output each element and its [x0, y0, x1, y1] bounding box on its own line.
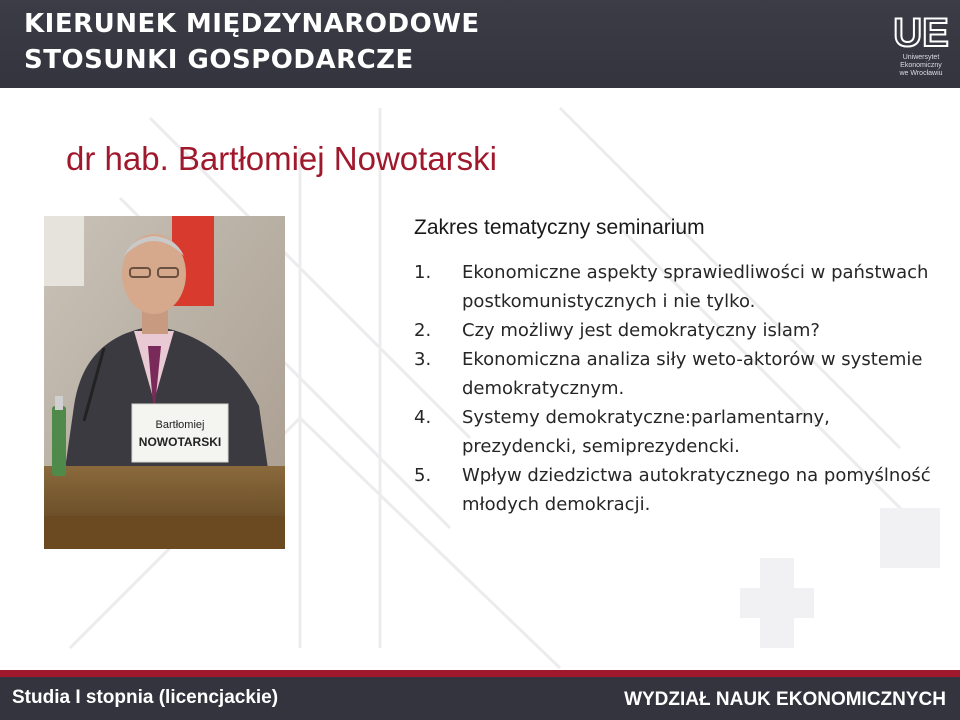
- logo-caption-line: we Wrocławiu: [899, 70, 943, 77]
- topic-list: [414, 258, 934, 519]
- program-title-line-1: KIERUNEK MIĘDZYNARODOWE: [24, 9, 480, 39]
- topic-number: 4.: [414, 407, 432, 428]
- topic-text: Wpływ dziedzictwa autokratycznego na pomyślność młodych demokracji.: [462, 465, 931, 515]
- program-title-line-2: STOSUNKI GOSPODARCZE: [24, 45, 414, 75]
- footer-accent-bar: [0, 670, 960, 677]
- section-title: Zakres tematyczny seminarium: [414, 216, 705, 239]
- speaker-name: dr hab. Bartłomiej Nowotarski: [66, 140, 497, 177]
- topic-number: 3.: [414, 349, 432, 370]
- nameplate-first-name: Bartłomiej: [155, 419, 205, 431]
- speaker-photo: [44, 216, 285, 549]
- topic-text: Systemy demokratyczne:parlamentarny, prezydencki, semiprezydencki.: [462, 407, 830, 457]
- topic-item: [414, 461, 934, 519]
- study-level: Studia I stopnia (licencjackie): [12, 687, 279, 708]
- logo-mark: UE: [893, 11, 949, 54]
- topic-item: [414, 316, 934, 345]
- topic-text: Ekonomiczne aspekty sprawiedliwości w państwach postkomunistycznych i nie tylko.: [462, 262, 929, 312]
- slide-header: [0, 0, 960, 88]
- nameplate-last-name: NOWOTARSKI: [138, 435, 222, 449]
- program-title: [24, 6, 480, 78]
- ue-logo-icon: [890, 8, 952, 54]
- topic-number: 2.: [414, 320, 432, 341]
- logo-caption-line: Ekonomiczny: [900, 62, 942, 69]
- logo-caption: [890, 54, 952, 78]
- topic-item: [414, 403, 934, 461]
- slide-footer: [0, 677, 960, 720]
- topic-text: Ekonomiczna analiza siły weto-aktorów w systemie demokratycznym.: [462, 349, 923, 399]
- topic-text: Czy możliwy jest demokratyczny islam?: [462, 320, 820, 341]
- university-logo: [890, 8, 952, 80]
- topic-number: 5.: [414, 465, 432, 486]
- topic-number: 1.: [414, 262, 432, 283]
- topic-item: [414, 258, 934, 316]
- logo-caption-line: Uniwersytet: [902, 54, 940, 61]
- faculty-name: WYDZIAŁ NAUK EKONOMICZNYCH: [624, 689, 946, 710]
- topic-item: [414, 345, 934, 403]
